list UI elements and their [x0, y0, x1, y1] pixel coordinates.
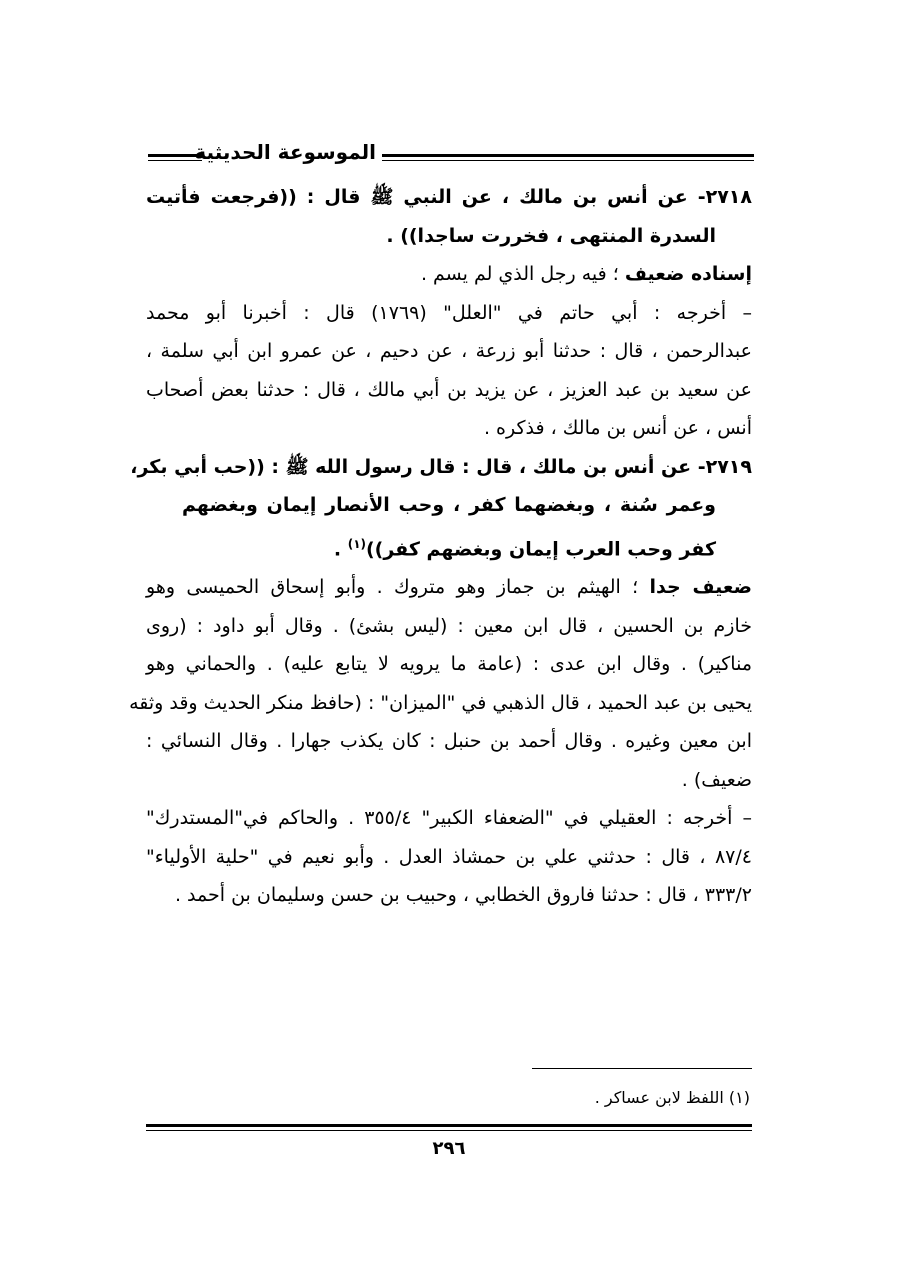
grading-2719 [129, 568, 752, 799]
hadith-text-line: السدرة المنتهى ، فخررت ساجدا)) . [386, 224, 716, 247]
grading-line [146, 255, 752, 294]
hadith-end-punct: . [333, 537, 348, 560]
running-title: الموسوعة الحديثية [194, 140, 376, 164]
grading-text: ؛ الهيثم بن جماز وهو متروك . وأبو إسحاق الحميسى وهو [146, 576, 639, 599]
grading-line [146, 568, 752, 607]
takhrij-line: – أخرجه : العقيلي في "الضعفاء الكبير" ٣٥٥/٤ . والحاكم في"المستدرك" [146, 807, 753, 830]
footnote-marker: (١) [347, 536, 366, 551]
hadith-text-line: وعمر سُنة ، وبغضهما كفر ، وحب الأنصار إيمان وبغضهم [182, 494, 716, 516]
takhrij-line: – أخرجه : أبي حاتم في "العلل" (١٧٦٩) قال : أخبرنا أبو محمد [146, 301, 752, 324]
hadith-text-line: ٢٧١٩- عن أنس بن مالك ، قال : قال رسول الله ﷺ : ((حب أبي بكر، [130, 455, 752, 478]
grading-text: ؛ فيه رجل الذي لم يسم . [420, 263, 619, 285]
takhrij-line: ٨٧/٤ ، قال : حدثني علي بن حمشاذ العدل . وأبو نعيم في "حلية الأولياء" [146, 845, 752, 868]
takhrij-line: عبدالرحمن ، قال : حدثنا أبو زرعة ، عن دحيم ، عن عمرو ابن أبي سلمة ، [146, 340, 752, 362]
hadith-text-line [146, 525, 752, 569]
takhrij-line: ٣٣٣/٢ ، قال : حدثنا فاروق الخطابي ، وحبيب بن حسن وسليمان بن أحمد . [174, 884, 752, 907]
hadith-2719 [130, 448, 752, 569]
running-header [146, 138, 754, 172]
grading-line: ابن معين وغيره . وقال أحمد بن حنبل : كان يكذب جهارا . وقال النسائي : [146, 730, 752, 753]
grading-label: ضعيف جدا [649, 576, 752, 599]
page-body [129, 178, 753, 915]
takhrij-line: عن سعيد بن عبد العزيز ، عن يزيد بن أبي مالك ، قال : حدثنا بعض أصحاب [146, 378, 752, 401]
grading-line: ضعيف) . [681, 768, 752, 791]
hadith-2718 [146, 178, 752, 255]
takhrij-2719 [146, 799, 752, 915]
hadith-text-line: ٢٧١٨- عن أنس بن مالك ، عن النبي ﷺ قال : ((فرجعت فأتيت [146, 186, 752, 208]
footnote-separator [532, 1068, 752, 1069]
page-number: ٢٩٦ [432, 1138, 466, 1159]
footnote: (١) اللفظ لابن عساكر . [594, 1088, 750, 1107]
takhrij-line: أنس ، عن أنس بن مالك ، فذكره . [483, 417, 752, 439]
header-rule-left [148, 154, 202, 161]
grading-line: مناكير) . وقال ابن عدى : (عامة ما يرويه لا يتابع عليه) . والحماني وهو [146, 653, 752, 676]
grading-line: يحيى بن عبد الحميد ، قال الذهبي في "الميزان" : (حافظ منكر الحديث وقد وثقه [129, 691, 752, 714]
hadith-text-end: كفر وحب العرب إيمان وبغضهم كفر)) [366, 537, 716, 560]
takhrij-2718 [146, 294, 752, 448]
grading-label: إسناده ضعيف [624, 263, 752, 285]
footer-rule [146, 1124, 752, 1131]
grading-2718 [146, 255, 752, 294]
header-rule-right [382, 154, 754, 161]
grading-line: خازم بن الحسين ، قال ابن معين : (ليس بشئ) . وقال أبو داود : (روى [146, 614, 752, 637]
